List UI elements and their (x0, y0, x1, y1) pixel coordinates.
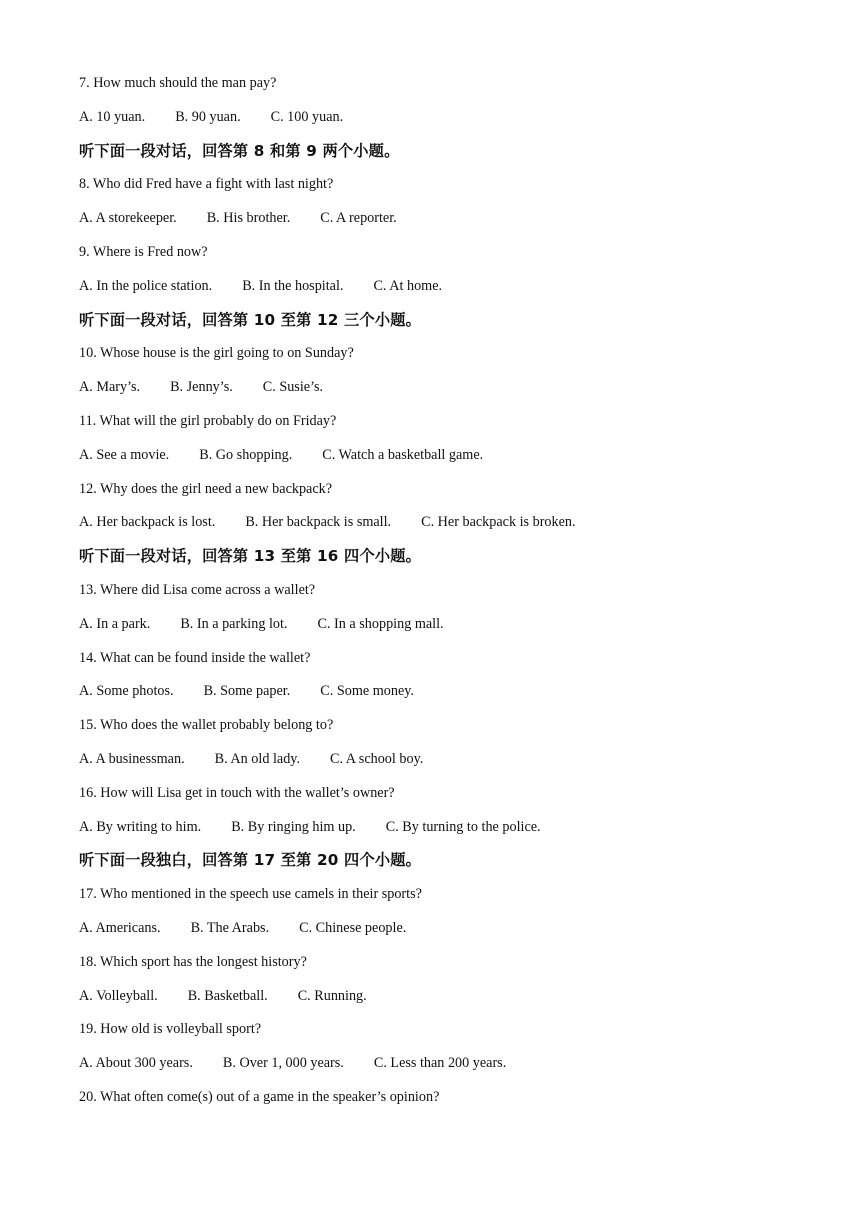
answer-options (79, 816, 571, 838)
question-text: 20. What often come(s) out of a game in the speaker’s opinion? (79, 1089, 440, 1105)
question-text: 7. How much should the man pay? (79, 75, 277, 91)
answer-options (79, 985, 397, 1007)
section-heading: 听下面一段对话，回答第 8 和第 9 两个小题。 (79, 141, 400, 160)
question-text: 17. Who mentioned in the speech use camels in their sports? (79, 886, 422, 903)
answer-option: B. Go shopping. (199, 446, 293, 463)
answer-option: B. His brother. (206, 210, 291, 227)
answer-options (79, 275, 472, 297)
answer-option: A. By writing to him. (79, 818, 202, 835)
question-text: 18. Which sport has the longest history? (79, 953, 307, 970)
answer-option: A. In a park. (79, 615, 151, 632)
question-text: 12. Why does the girl need a new backpack? (79, 480, 333, 497)
answer-option: C. Running. (297, 987, 367, 1004)
answer-options (79, 444, 513, 466)
answer-option: A. In the police station. (79, 277, 213, 294)
answer-option: A. Her backpack is lost. (79, 514, 216, 531)
question-text: 13. Where did Lisa come across a wallet? (79, 582, 316, 598)
answer-option: C. 100 yuan. (270, 108, 344, 125)
answer-option: A. Mary’s. (79, 379, 141, 396)
answer-option: B. Basketball. (187, 987, 268, 1004)
answer-option: C. In a shopping mall. (317, 615, 444, 632)
answer-option: A. Some photos. (79, 683, 174, 700)
answer-option: C. Less than 200 years. (373, 1055, 507, 1072)
answer-option: B. By ringing him up. (231, 818, 356, 835)
answer-option: C. A school boy. (330, 751, 424, 767)
answer-option: B. Some paper. (203, 683, 291, 700)
answer-option: B. In the hospital. (242, 277, 344, 294)
answer-option: C. Susie’s. (262, 379, 324, 396)
answer-option: C. At home. (373, 277, 443, 294)
question-text: 19. How old is volleyball sport? (79, 1021, 262, 1038)
question-text: 15. Who does the wallet probably belong to? (79, 717, 334, 734)
question-text: 10. Whose house is the girl going to on Sunday? (79, 345, 354, 362)
answer-option: A. 10 yuan. (79, 108, 146, 125)
section-heading: 听下面一段对话，回答第 10 至第 12 三个小题。 (79, 310, 421, 329)
question-text: 8. Who did Fred have a fight with last night? (79, 176, 334, 193)
answer-option: B. The Arabs. (190, 920, 270, 936)
section-heading: 听下面一段独白，回答第 17 至第 20 四个小题。 (79, 851, 421, 870)
question-text: 11. What will the girl probably do on Friday? (79, 413, 337, 429)
question-text: 14. What can be found inside the wallet? (79, 649, 311, 666)
answer-option: C. A reporter. (320, 210, 397, 227)
answer-option: B. Jenny’s. (170, 379, 233, 396)
answer-options (79, 917, 436, 939)
answer-option: C. Her backpack is broken. (421, 514, 576, 531)
section-heading: 听下面一段对话，回答第 13 至第 16 四个小题。 (79, 547, 421, 566)
answer-option: A. A storekeeper. (79, 210, 177, 227)
answer-option: B. In a parking lot. (180, 615, 288, 632)
answer-option: B. Over 1, 000 years. (222, 1055, 344, 1072)
question-text: 9. Where is Fred now? (79, 244, 208, 260)
answer-options (79, 376, 353, 398)
answer-options (79, 680, 444, 702)
answer-option: C. Watch a basketball game. (322, 446, 484, 463)
question-text: 16. How will Lisa get in touch with the wallet’s owner? (79, 784, 395, 801)
answer-option: A. About 300 years. (79, 1055, 193, 1072)
answer-options (79, 613, 474, 635)
answer-option: B. Her backpack is small. (245, 514, 392, 531)
answer-option: C. Chinese people. (299, 920, 407, 936)
answer-options (79, 207, 427, 229)
answer-option: A. Americans. (79, 920, 161, 936)
answer-option: B. An old lady. (214, 751, 301, 767)
answer-option: C. Some money. (320, 683, 414, 700)
answer-option: A. A businessman. (79, 751, 185, 767)
answer-options (79, 106, 373, 128)
answer-option: B. 90 yuan. (175, 108, 241, 125)
answer-options (79, 511, 606, 533)
answer-option: C. By turning to the police. (385, 818, 541, 835)
answer-option: A. Volleyball. (79, 987, 158, 1004)
answer-options (79, 748, 453, 770)
answer-option: A. See a movie. (79, 446, 170, 463)
answer-options (79, 1052, 536, 1074)
